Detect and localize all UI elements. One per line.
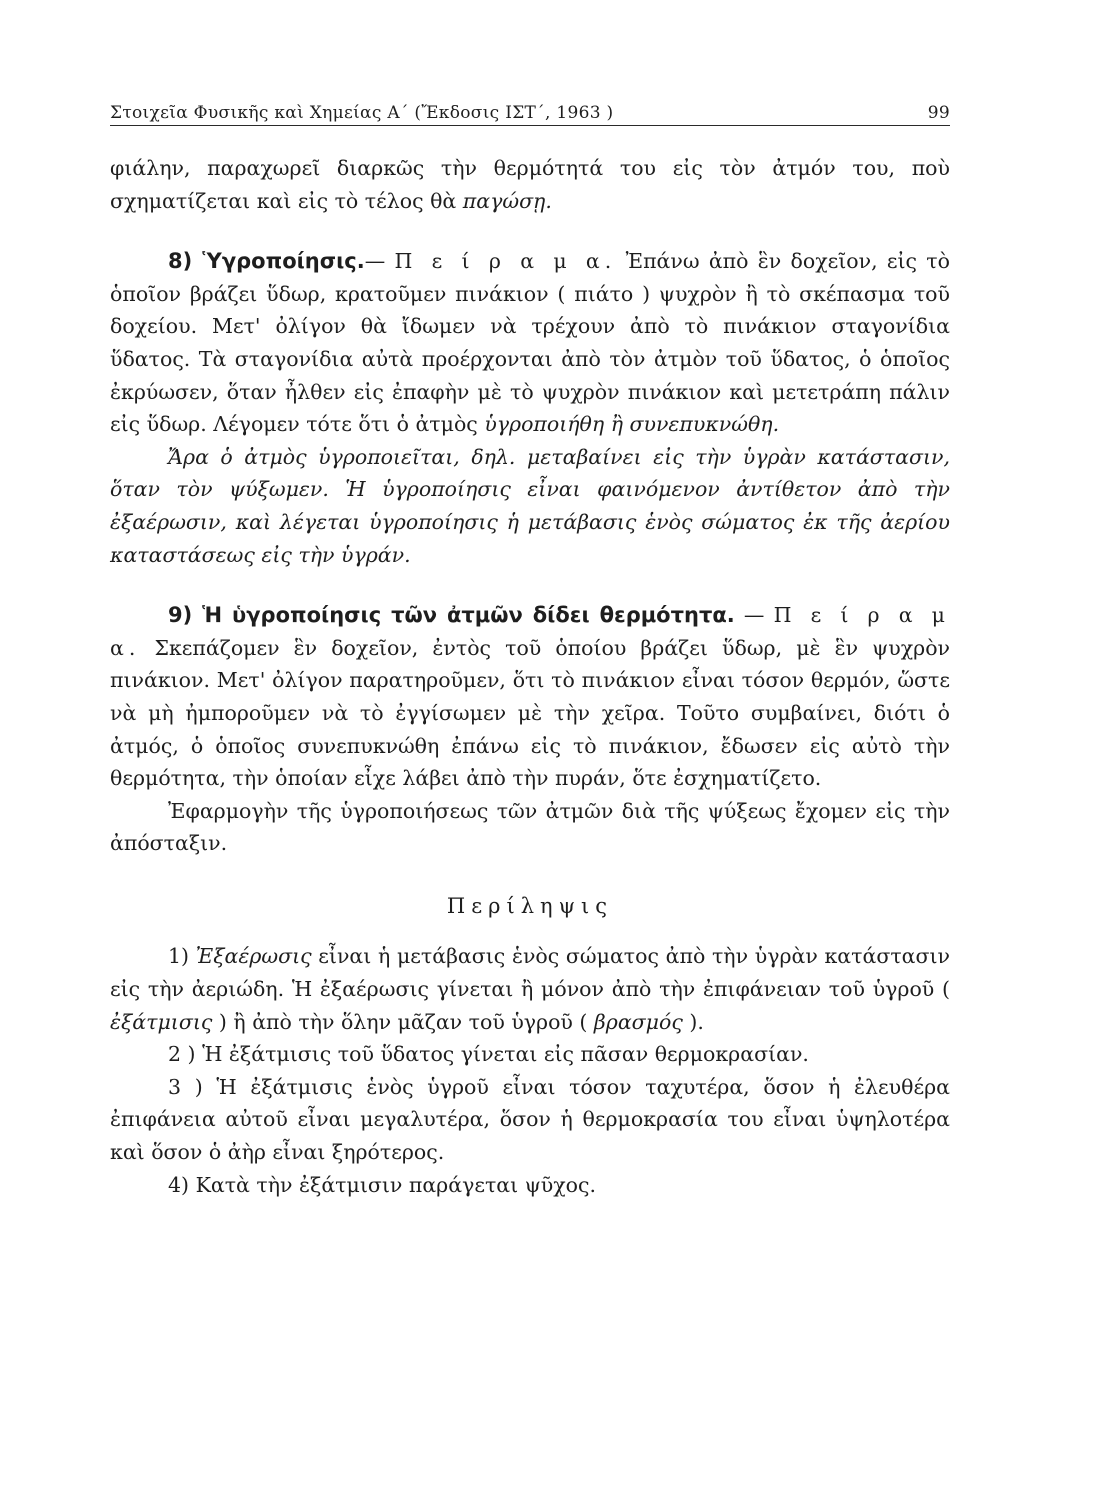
body-text [110, 152, 950, 1201]
intro-text: φιάλην, παραχωρεῖ διαρκῶς τὴν θερμότητά του εἰς τὸν ἀτμόν του, ποὺ σχηματίζεται καὶ εἰς τὸ τέλος θὰ [110, 156, 950, 213]
section9-paragraph [110, 599, 950, 795]
section8-italic: ὑγροποιήθη ἢ συνεπυκνώθη. [484, 412, 780, 437]
section9-dash: — [734, 603, 774, 628]
summary-item-2 [110, 1038, 950, 1071]
section9-experiment-label: Π ε ί ρ α μ α. [110, 603, 950, 660]
summary-item-3-text: Ἡ ἐξάτμισις ἑνὸς ὑγροῦ εἶναι τόσον ταχυτέρα, ὅσον ἡ ἐλευθέρα ἐπιφάνεια αὐτοῦ εἶναι μεγαλυτέρα, ὅσον ἡ θερμοκρασία του εἶναι ὑψηλοτέρα καὶ ὅσον ὁ ἀὴρ εἶναι ξηρότερος. [110, 1074, 950, 1165]
header-title: Στοιχεῖα Φυσικῆς καὶ Χημείας Α΄ (Ἔκδοσις ΙΣΤ΄, 1963 ) [110, 103, 614, 123]
section8-experiment-label: Π ε ί ρ α μ α. [394, 249, 617, 274]
section9-heading: 9) Ἡ ὑγροποίησις τῶν ἀτμῶν δίδει θερμότητα. [168, 603, 735, 628]
summary-item-1-text-2: ) ἢ ἀπὸ τὴν ὅλην μᾶζαν τοῦ ὑγροῦ ( [212, 1009, 594, 1034]
running-header [110, 95, 950, 126]
summary-item-4-text: Κατὰ τὴν ἐξάτμισιν παράγεται ψῦχος. [195, 1172, 596, 1197]
summary-item-1-number: 1) [168, 944, 196, 969]
book-page [110, 95, 950, 1201]
summary-item-2-number: 2 ) [168, 1042, 203, 1067]
summary-title: Περίληψις [446, 893, 614, 918]
section9-text: Σκεπάζομεν ἓν δοχεῖον, ἐντὸς τοῦ ὁποίου βράζει ὕδωρ, μὲ ἓν ψυχρὸν πινάκιον. Μετ' ὀλίγον παρατηροῦμεν, ὅτι τὸ πινάκιον εἶναι τόσον θερμόν, ὥστε νὰ μὴ ἠμποροῦμεν νὰ τὸ ἐγγίσωμεν μὲ τὴν χεῖρα. Τοῦτο συμβαίνει, διότι ὁ ἀτμός, ὁ ὁποῖος συνεπυκνώθη ἐπάνω εἰς τὸ πινάκιον, ἔδωσεν εἰς αὐτὸ τὴν θερμότητα, τὴν ὁποίαν εἶχε λάβει ἀπὸ τὴν πυράν, ὅτε ἐσχηματίζετο. [110, 635, 950, 791]
intro-italic: παγώσῃ. [462, 188, 552, 213]
summary-item-1-term-3: βρασμός [593, 1009, 683, 1034]
page-number: 99 [927, 103, 950, 123]
summary-item-1-text: εἶναι ἡ μετάβασις ἑνὸς σώματος ἀπὸ τὴν ὑγρὰν κατάστασιν εἰς τὴν ἀεριώδη. Ἡ ἐξαέρωσις γίνεται ἢ μόνον ἀπὸ τὴν ἐπιφάνειαν τοῦ ὑγροῦ ( [110, 944, 950, 1002]
summary-item-1 [110, 940, 950, 1038]
section9-application: Ἐφαρμογὴν τῆς ὑγροποιήσεως τῶν ἀτμῶν διὰ τῆς ψύξεως ἔχομεν εἰς τὴν ἀπόσταξιν. [110, 798, 950, 856]
summary-item-1-term: Ἐξαέρωσις [195, 944, 312, 969]
summary-item-3 [110, 1071, 950, 1169]
summary-item-4-number: 4) [168, 1172, 196, 1197]
summary-item-4 [110, 1169, 950, 1202]
summary-item-1-term-2: ἐξάτμισις [110, 1009, 213, 1034]
section8-dash: — [364, 249, 395, 274]
section8-conclusion: Ἄρα ὁ ἀτμὸς ὑγροποιεῖται, δηλ. μεταβαίνει εἰς τὴν ὑγρὰν κατάστασιν, ὅταν τὸν ψύξωμεν. Ἡ ὑγροποίησις εἶναι φαινόμενον ἀντίθετον ἀπὸ τὴν ἐξαέρωσιν, καὶ λέγεται ὑγροποίησις ἡ μετάβασις ἑνὸς σώματος ἐκ τῆς ἀερίου καταστάσεως εἰς τὴν ὑγράν. [110, 444, 950, 567]
intro-paragraph [110, 152, 950, 217]
section8-heading: 8) Ὑγροποίησις. [168, 249, 365, 274]
section8-paragraph [110, 245, 950, 441]
summary-item-3-number: 3 ) [168, 1074, 217, 1099]
summary-item-2-text: Ἡ ἐξάτμισις τοῦ ὕδατος γίνεται εἰς πᾶσαν θερμοκρασίαν. [202, 1042, 809, 1067]
section8-text: Ἐπάνω ἀπὸ ἓν δοχεῖον, εἰς τὸ ὁποῖον βράζει ὕδωρ, κρατοῦμεν πινάκιον ( πιάτο ) ψυχρὸν ἢ τὸ σκέπασμα τοῦ δοχείου. Μετ' ὀλίγον θὰ ἴδωμεν νὰ τρέχουν ἀπὸ τὸ πινάκιον σταγονίδια ὕδατος. Τὰ σταγονίδια αὐτὰ προέρχονται ἀπὸ τὸν ἀτμὸν τοῦ ὕδατος, ὁ ὁποῖος ἐκρύωσεν, ὅταν ἦλθεν εἰς ἐπαφὴν μὲ τὸ ψυχρὸν πινάκιον καὶ μετετράπη πάλιν εἰς ὕδωρ. Λέγομεν τότε ὅτι ὁ ἀτμὸς [110, 249, 950, 437]
summary-item-1-text-3: ). [682, 1009, 704, 1034]
